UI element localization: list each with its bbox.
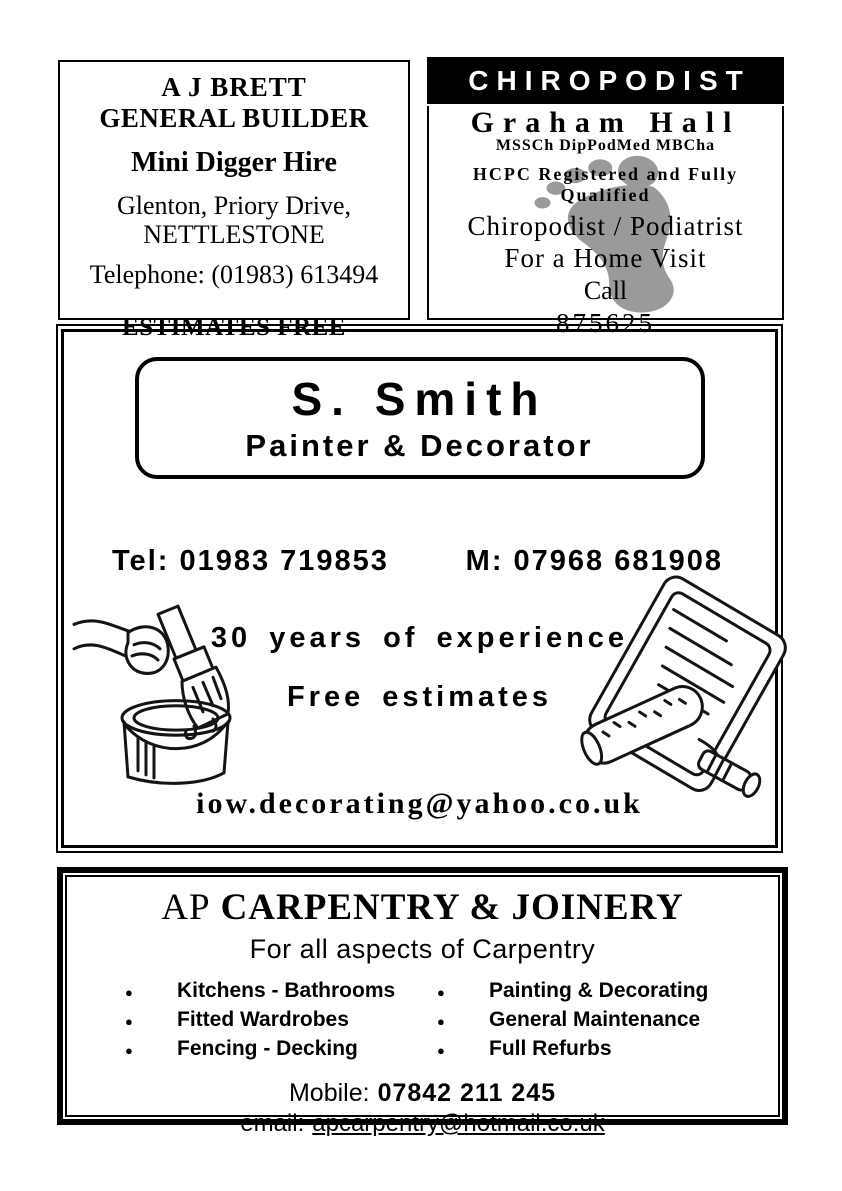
- carpentry-frame: [65, 875, 780, 1137]
- chiropodist-qualifications: MSSCh DipPodMed MBCha: [495, 137, 716, 154]
- chiropodist-banner: CHIROPODIST: [427, 57, 784, 104]
- bullet-icon: ●: [125, 985, 133, 1000]
- decorator-experience: 30 years of experience: [210, 622, 629, 654]
- bullet-label: Fencing - Decking: [177, 1037, 358, 1060]
- decorator-name-plate: [135, 357, 705, 479]
- carpentry-email-label: email:: [240, 1110, 305, 1137]
- builder-trade: GENERAL BUILDER: [99, 103, 369, 133]
- bullet-icon: ●: [125, 1043, 133, 1058]
- carpentry-title-rest: CARPENTRY & JOINERY: [220, 887, 684, 928]
- chiropodist-phone: 875625: [556, 308, 655, 338]
- builder-name: A J BRETT: [161, 72, 307, 102]
- ad-decorator: [56, 324, 783, 853]
- decorator-name: S. Smith: [291, 373, 548, 425]
- bullet-label: Fitted Wardrobes: [177, 1008, 349, 1031]
- decorator-email: iow.decorating@yahoo.co.uk: [196, 787, 643, 820]
- bullet-label: Full Refurbs: [489, 1037, 612, 1060]
- paint-brush-in-can-icon: [72, 598, 262, 786]
- decorator-trade: Painter & Decorator: [245, 428, 594, 463]
- bullet-icon: ●: [437, 985, 445, 1000]
- list-item: [125, 977, 437, 1006]
- ad-carpentry: [57, 867, 788, 1137]
- builder-footer: ESTIMATES FREE: [122, 314, 346, 342]
- builder-address-line1: Glenton, Priory Drive,: [117, 191, 351, 220]
- paint-roller-tray-icon: [573, 590, 775, 792]
- list-item: [437, 1035, 708, 1064]
- carpentry-bullet-lists: [67, 977, 778, 1064]
- carpentry-title-prefix: AP: [161, 887, 211, 928]
- list-item: [125, 1006, 437, 1035]
- decorator-telephone: Tel: 01983 719853: [112, 545, 389, 577]
- chiropodist-name: Graham Hall: [470, 106, 741, 139]
- carpentry-mobile-label: Mobile:: [288, 1079, 370, 1107]
- ad-chiropodist: [427, 57, 784, 338]
- chiropodist-registration: HCPC Registered and Fully Qualified: [472, 164, 739, 205]
- carpentry-bullets-right: [437, 977, 708, 1064]
- bullet-icon: ●: [125, 1014, 133, 1029]
- carpentry-email-link[interactable]: apcarpentry@hotmail.co.uk: [312, 1110, 605, 1137]
- decorator-frame: [61, 329, 778, 848]
- bullet-icon: ●: [437, 1014, 445, 1029]
- bullet-label: General Maintenance: [489, 1008, 701, 1031]
- carpentry-bullets-left: [125, 977, 437, 1064]
- decorator-mobile: M: 07968 681908: [465, 545, 723, 577]
- chiropodist-body: [427, 106, 784, 338]
- carpentry-title: [67, 886, 778, 929]
- decorator-estimates: Free estimates: [286, 681, 553, 713]
- list-item: [437, 977, 708, 1006]
- builder-phone: Telephone: (01983) 613494: [89, 260, 379, 290]
- carpentry-subtitle: For all aspects of Carpentry: [249, 934, 596, 964]
- list-item: [437, 1006, 708, 1035]
- bullet-icon: ●: [437, 1043, 445, 1058]
- carpentry-mobile-number: 07842 211 245: [377, 1079, 557, 1107]
- chiropodist-call-label: Call: [583, 276, 628, 305]
- bullet-label: Painting & Decorating: [489, 979, 709, 1002]
- builder-service: Mini Digger Hire: [131, 147, 337, 178]
- builder-address-line2: NETTLESTONE: [143, 219, 325, 249]
- bullet-label: Kitchens - Bathrooms: [177, 979, 396, 1002]
- ad-builder: [58, 60, 410, 342]
- chiropodist-title: Chiropodist / Podiatrist: [467, 211, 744, 241]
- chiropodist-home-visit: For a Home Visit: [504, 243, 707, 273]
- list-item: [125, 1035, 437, 1064]
